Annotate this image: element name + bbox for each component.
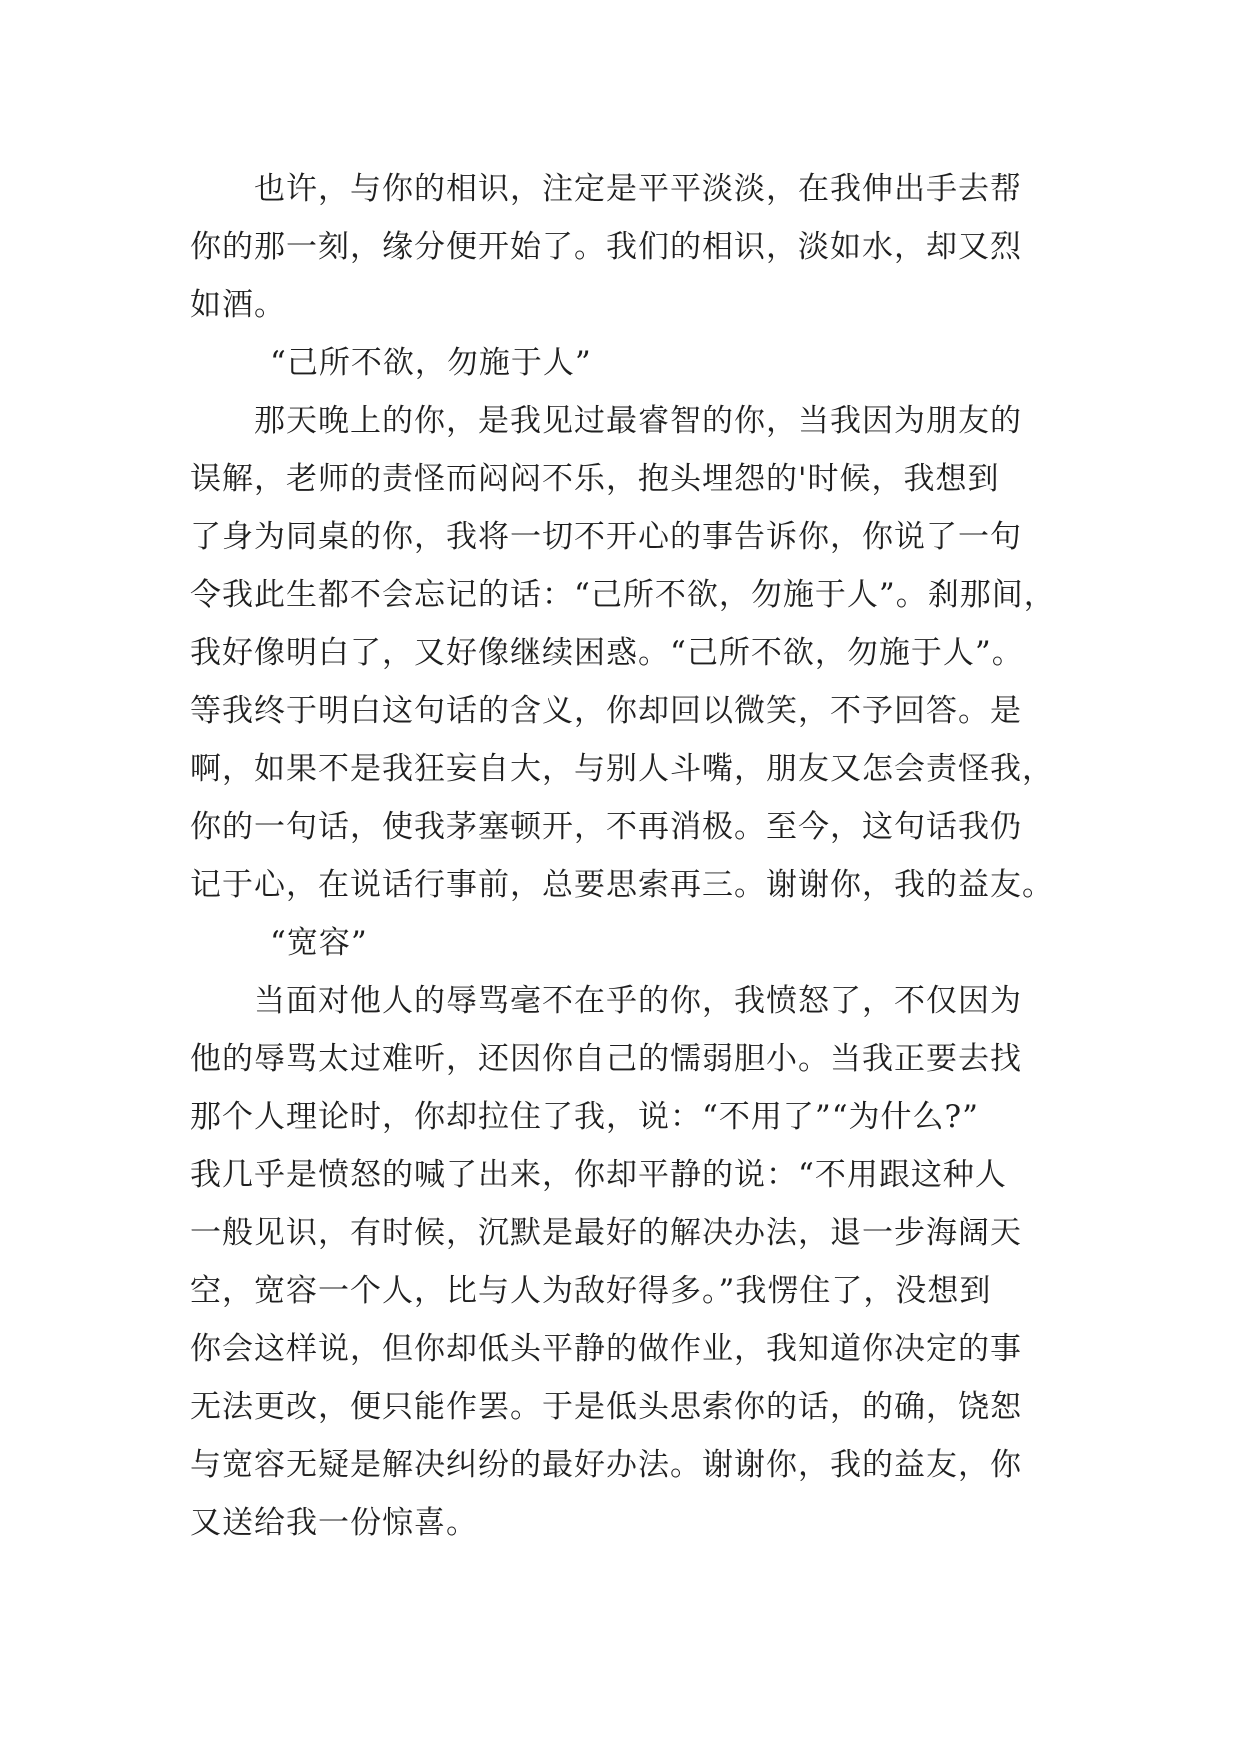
- text-line: 误解，老师的责怪而闷闷不乐，抱头埋怨的'时候，我想到: [190, 461, 1000, 497]
- text-line: 了身为同桌的你，我将一切不开心的事告诉你，你说了一句: [190, 519, 1022, 555]
- text-line: 无法更改，便只能作罢。于是低头思索你的话，的确，饶恕: [190, 1389, 1022, 1425]
- text-line: 与宽容无疑是解决纠纷的最好办法。谢谢你，我的益友，你: [190, 1447, 1022, 1483]
- text-line: 你会这样说，但你却低头平静的做作业，我知道你决定的事: [190, 1331, 1022, 1367]
- text-line: 那天晚上的你，是我见过最睿智的你，当我因为朋友的: [254, 403, 1022, 439]
- text-line: 也许，与你的相识，注定是平平淡淡，在我伸出手去帮: [254, 171, 1022, 207]
- text-line: “宽容”: [270, 925, 368, 961]
- text-line: 一般见识，有时候，沉默是最好的解决办法，退一步海阔天: [190, 1215, 1022, 1251]
- text-line: “己所不欲，勿施于人”: [270, 345, 592, 381]
- text-line: 我几乎是愤怒的喊了出来，你却平静的说：“不用跟这种人: [190, 1157, 1007, 1193]
- text-line: 又送给我一份惊喜。: [190, 1505, 478, 1541]
- document-body: [190, 160, 1060, 1552]
- text-line: 记于心，在说话行事前，总要思索再三。谢谢你，我的益友。: [190, 867, 1054, 903]
- text-line: 你的一句话，使我茅塞顿开，不再消极。至今，这句话我仍: [190, 809, 1022, 845]
- text-line: 令我此生都不会忘记的话：“己所不欲，勿施于人”。刹那间，: [190, 577, 1056, 613]
- text-line: 我好像明白了，又好像继续困惑。“己所不欲，勿施于人”。: [190, 635, 1024, 671]
- text-line: 等我终于明白这句话的含义，你却回以微笑，不予回答。是: [190, 693, 1022, 729]
- text-line: 他的辱骂太过难听，还因你自己的懦弱胆小。当我正要去找: [190, 1041, 1022, 1077]
- text-line: 如酒。: [190, 287, 286, 323]
- text-line: 啊，如果不是我狂妄自大，与别人斗嘴，朋友又怎会责怪我，: [190, 751, 1054, 787]
- text-line: 你的那一刻，缘分便开始了。我们的相识，淡如水，却又烈: [190, 229, 1022, 265]
- text-line: 空，宽容一个人，比与人为敌好得多。”我愣住了，没想到: [190, 1273, 992, 1309]
- text-line: 那个人理论时，你却拉住了我，说：“不用了”“为什么?”: [190, 1099, 980, 1135]
- text-line: 当面对他人的辱骂毫不在乎的你，我愤怒了，不仅因为: [254, 983, 1022, 1019]
